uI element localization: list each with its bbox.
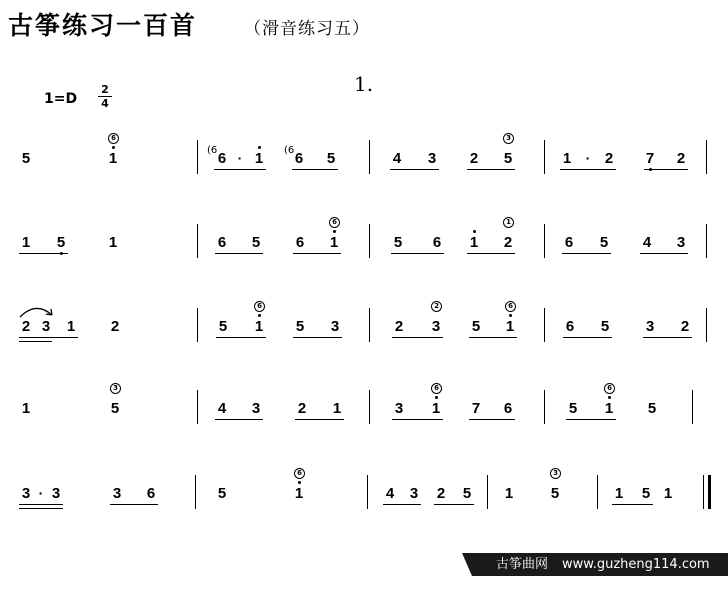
note: 5 <box>217 485 227 502</box>
bar-line <box>197 308 198 342</box>
note: 3 <box>431 318 441 335</box>
note: 1 <box>663 485 673 502</box>
note: 6 <box>503 400 513 417</box>
beam-underline <box>390 169 439 170</box>
bar-line <box>544 390 545 424</box>
note: 1 <box>503 318 517 335</box>
beam-underline <box>467 169 515 170</box>
note: 6 <box>432 234 442 251</box>
bar-line <box>369 390 370 424</box>
fingering-mark: 6 <box>505 301 516 312</box>
beam-underline <box>392 337 443 338</box>
bar-line <box>197 390 198 424</box>
beam-underline <box>292 169 338 170</box>
beam-underline <box>392 419 443 420</box>
note: 6 <box>295 234 305 251</box>
note: 5 <box>641 485 651 502</box>
bar-line <box>197 140 198 174</box>
bar-line <box>367 475 368 509</box>
note: 1 <box>21 234 31 251</box>
note: 3 <box>112 485 122 502</box>
bar-line <box>369 308 370 342</box>
beam-underline <box>563 337 612 338</box>
time-signature-bottom: 4 <box>101 97 109 110</box>
note: 3 <box>330 318 340 335</box>
beam-underline <box>19 337 78 338</box>
beam-underline <box>644 169 688 170</box>
page-subtitle: （滑音练习五） <box>244 19 370 39</box>
note: 1 <box>467 234 481 251</box>
note: 2 <box>110 318 120 335</box>
beam-underline <box>19 504 63 505</box>
note: 1 <box>106 150 120 167</box>
fingering-mark: 6 <box>604 383 615 394</box>
note: 3 <box>409 485 419 502</box>
beam-underline <box>562 253 611 254</box>
note: 2 <box>503 234 513 251</box>
note: 5 <box>462 485 472 502</box>
note: 1 <box>602 400 616 417</box>
note: 2 <box>604 150 614 167</box>
bar-line <box>544 308 545 342</box>
final-bar-line-thick <box>708 475 711 509</box>
note: 1 <box>252 318 266 335</box>
watermark-banner <box>472 553 728 576</box>
bar-line <box>706 224 707 258</box>
final-bar-line-thin <box>703 475 704 509</box>
note: 1 <box>66 318 76 335</box>
note: 1 <box>252 150 266 167</box>
note: 2 <box>394 318 404 335</box>
fingering-mark: 2 <box>431 301 442 312</box>
note: 5 <box>599 234 609 251</box>
fingering-mark: 3 <box>503 133 514 144</box>
fingering-mark: 6 <box>294 468 305 479</box>
beam-underline <box>215 419 263 420</box>
bar-line <box>369 224 370 258</box>
note: 1 <box>429 400 443 417</box>
note: 5 <box>393 234 403 251</box>
note: 3 <box>394 400 404 417</box>
note: 7 <box>471 400 481 417</box>
beam-underline <box>215 253 263 254</box>
beam-underline <box>216 337 266 338</box>
beam-underline-second <box>19 508 63 509</box>
beam-underline <box>383 504 421 505</box>
key-signature: 1=D <box>44 91 78 107</box>
note: 1 <box>21 400 31 417</box>
beam-underline <box>293 253 341 254</box>
bar-line <box>692 390 693 424</box>
beam-underline <box>19 253 68 254</box>
note: 3 <box>251 400 261 417</box>
note: 7 <box>643 150 657 167</box>
beam-underline <box>566 419 616 420</box>
beam-underline-second <box>19 341 52 342</box>
bar-line <box>706 308 707 342</box>
beam-underline <box>612 504 653 505</box>
note: 2 <box>469 150 479 167</box>
beam-underline <box>640 253 688 254</box>
beam-underline <box>295 419 344 420</box>
piece-number: 1. <box>354 72 374 96</box>
bar-line <box>544 224 545 258</box>
bar-line <box>195 475 196 509</box>
note: 1 <box>108 234 118 251</box>
note: 6 <box>217 150 227 167</box>
note: 6 <box>564 234 574 251</box>
note: 3 <box>21 485 31 502</box>
note: 5 <box>471 318 481 335</box>
note: 1 <box>504 485 514 502</box>
duration-dot: · <box>38 485 44 501</box>
fingering-mark: 6 <box>254 301 265 312</box>
watermark-site-name: 古筝曲网 <box>496 557 549 572</box>
bar-line <box>487 475 488 509</box>
note: 4 <box>392 150 402 167</box>
note: 2 <box>676 150 686 167</box>
note: 6 <box>565 318 575 335</box>
bar-line <box>544 140 545 174</box>
fingering-mark: 6 <box>431 383 442 394</box>
note: 5 <box>647 400 657 417</box>
note: 5 <box>251 234 261 251</box>
note: 1 <box>332 400 342 417</box>
fingering-mark: 6 <box>108 133 119 144</box>
beam-underline <box>391 253 444 254</box>
time-signature <box>98 84 112 109</box>
note: 4 <box>385 485 395 502</box>
time-signature-top: 2 <box>101 83 109 96</box>
note: 6 <box>146 485 156 502</box>
note: 1 <box>292 485 306 502</box>
note: 6 <box>217 234 227 251</box>
note: 6 <box>294 150 304 167</box>
note: 3 <box>427 150 437 167</box>
beam-underline <box>214 169 266 170</box>
note: 5 <box>54 234 68 251</box>
note: 3 <box>51 485 61 502</box>
beam-underline <box>469 337 517 338</box>
note: 1 <box>562 150 572 167</box>
note: 1 <box>614 485 624 502</box>
bar-line <box>706 140 707 174</box>
watermark-url: www.guzheng114.com <box>562 557 710 572</box>
note: 2 <box>21 318 31 335</box>
note: 5 <box>550 485 560 502</box>
beam-underline <box>560 169 616 170</box>
note: 3 <box>41 318 51 335</box>
beam-underline <box>434 504 474 505</box>
fingering-mark: 6 <box>329 217 340 228</box>
bar-line <box>597 475 598 509</box>
note: 5 <box>600 318 610 335</box>
note: 5 <box>110 400 120 417</box>
note: 5 <box>326 150 336 167</box>
grace-note: (6 <box>284 145 295 156</box>
note: 5 <box>568 400 578 417</box>
beam-underline <box>110 504 158 505</box>
page-title: 古筝练习一百首 <box>8 11 198 40</box>
beam-underline <box>643 337 692 338</box>
slur-arc <box>18 303 58 319</box>
note: 1 <box>327 234 341 251</box>
fingering-mark: 3 <box>110 383 121 394</box>
beam-underline <box>469 419 515 420</box>
note: 2 <box>680 318 690 335</box>
note: 5 <box>218 318 228 335</box>
grace-note: (6 <box>207 145 218 156</box>
note: 4 <box>217 400 227 417</box>
note: 3 <box>676 234 686 251</box>
note: 5 <box>295 318 305 335</box>
bar-line <box>369 140 370 174</box>
bar-line <box>197 224 198 258</box>
note: 5 <box>21 150 31 167</box>
note: 2 <box>436 485 446 502</box>
note: 4 <box>642 234 652 251</box>
beam-underline <box>467 253 515 254</box>
duration-dot: · <box>237 150 243 166</box>
note: 2 <box>297 400 307 417</box>
fingering-mark: 3 <box>550 468 561 479</box>
fingering-mark: 1 <box>503 217 514 228</box>
note: 5 <box>503 150 513 167</box>
beam-underline <box>293 337 342 338</box>
banner-corner <box>462 553 472 576</box>
duration-dot: · <box>585 150 591 166</box>
note: 3 <box>645 318 655 335</box>
